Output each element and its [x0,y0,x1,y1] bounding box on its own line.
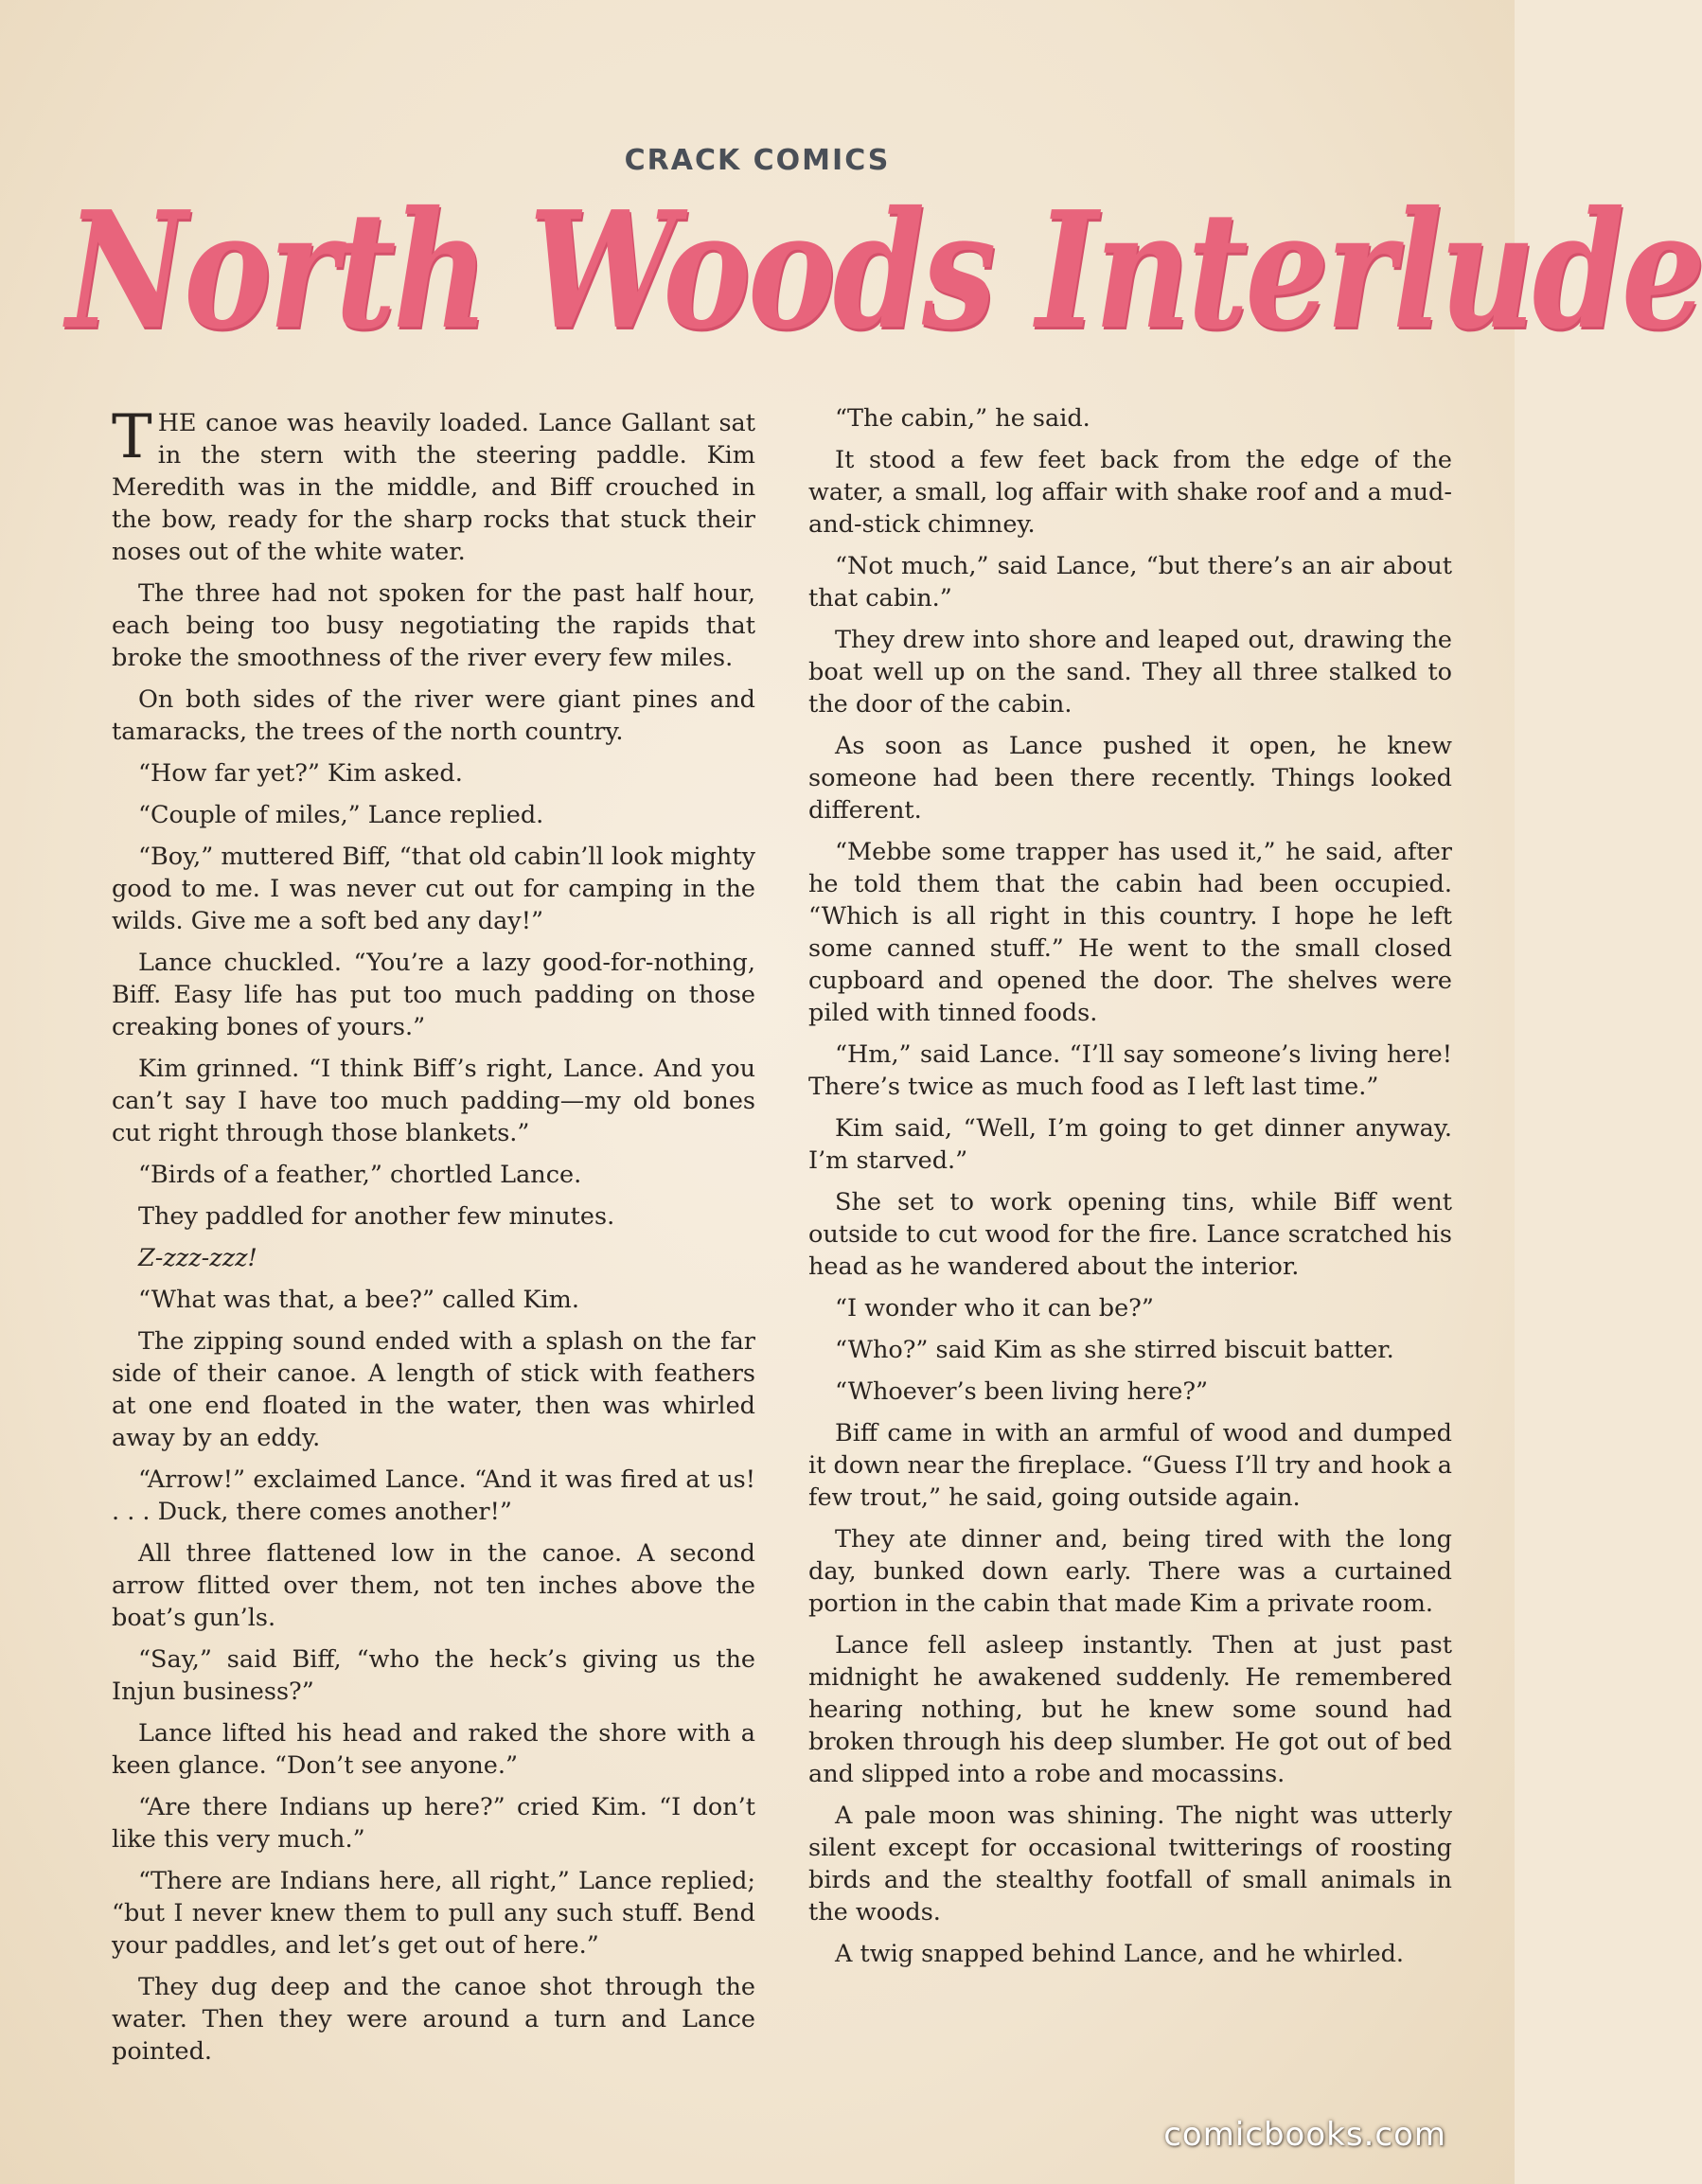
paragraph: Lance fell asleep instantly. Then at just past midnight he awakened suddenly. He remembered hearing nothing, but he knew some sound had broken through his deep slumber. He got out of bed and slipped into a robe and mocassins. [808,1631,1452,1788]
paragraph: Lance lifted his head and raked the shore with a keen glance. “Don’t see anyone.” [112,1719,755,1780]
paragraph: A twig snapped behind Lance, and he whirled. [835,1940,1404,1968]
paragraph: They dug deep and the canoe shot through the water. Then they were around a turn and Lance pointed. [112,1973,755,2066]
paragraph: “What was that, a bee?” called Kim. [138,1286,579,1314]
story-title: North Woods Interlude [66,176,1702,365]
paragraph: “Say,” said Biff, “who the heck’s giving us the Injun business?” [112,1645,755,1706]
paragraph: As soon as Lance pushed it open, he knew someone had been there recently. Things looked different. [808,732,1452,825]
paragraph: “Who?” said Kim as she stirred biscuit batter. [835,1336,1394,1364]
paragraph: “The cabin,” he said. [835,404,1090,433]
paragraph: Z-zzz-zzz! [138,1244,257,1272]
paragraph: “How far yet?” Kim asked. [138,759,463,788]
paragraph: They paddled for another few minutes. [138,1202,615,1231]
paragraph: “Whoever’s been living here?” [835,1377,1209,1406]
paragraph: On both sides of the river were giant pines and tamaracks, the trees of the north country. [112,685,755,746]
paragraph: “Birds of a feather,” chortled Lance. [138,1161,582,1189]
paragraph: All three flattened low in the canoe. A second arrow flitted over them, not ten inches above the boat’s gun’ls. [112,1539,755,1632]
paragraph: She set to work opening tins, while Biff went outside to cut wood for the fire. Lance scratched his head as he wandered about the interior. [808,1188,1452,1281]
text-column-left [112,402,755,2077]
paragraph: It stood a few feet back from the edge of the water, a small, log affair with shake roof and a mud-and-stick chimney. [808,446,1452,539]
paragraph: Kim said, “Well, I’m going to get dinner anyway. I’m starved.” [808,1114,1452,1175]
paragraph: “There are Indians here, all right,” Lance replied; “but I never knew them to pull any such stuff. Bend your paddles, and let’s get out of here.” [112,1867,755,1960]
paragraph: “Boy,” muttered Biff, “that old cabin’ll look mighty good to me. I was never cut out for camping in the wilds. Give me a soft bed any day!” [112,843,755,935]
text-column-right [808,402,1452,1980]
paragraph: They ate dinner and, being tired with the long day, bunked down early. There was a curtained portion in the cabin that made Kim a private room. [808,1525,1452,1618]
paragraph: “Arrow!” exclaimed Lance. “And it was fired at us! . . . Duck, there comes another!” [112,1465,755,1526]
paragraph: “Couple of miles,” Lance replied. [138,801,544,829]
paragraph: “Mebbe some trapper has used it,” he said, after he told them that the cabin had been occupied. “Which is all right in this country. I hope he left some canned stuff.” He went to the small closed cupboard and opened the door. The shelves were piled with tinned foods. [808,838,1452,1027]
paragraph: Lance chuckled. “You’re a lazy good-for-nothing, Biff. Easy life has put too much padding on those creaking bones of yours.” [112,949,755,1041]
paragraph: A pale moon was shining. The night was utterly silent except for occasional twitterings of roosting birds and the stealthy footfall of small animals in the woods. [808,1802,1452,1927]
paragraph: “Hm,” said Lance. “I’ll say someone’s living here! There’s twice as much food as I left last time.” [808,1040,1452,1101]
paragraph: “Not much,” said Lance, “but there’s an air about that cabin.” [808,552,1452,613]
publication-header: CRACK COMICS [624,144,891,177]
paragraph: THE canoe was heavily loaded. Lance Gallant sat in the stern with the steering paddle. Kim Meredith was in the middle, and Biff crouched in the bow, ready for the sharp rocks that stuck their noses out of the white water. [112,402,755,566]
site-watermark: comicbooks.com [1163,2116,1446,2154]
paragraph: They drew into shore and leaped out, drawing the boat well up on the sand. They all three stalked to the door of the cabin. [808,626,1452,719]
paragraph: Kim grinned. “I think Biff’s right, Lance. And you can’t say I have too much padding—my old bones cut right through those blankets.” [112,1055,755,1147]
paragraph: The zipping sound ended with a splash on the far side of their canoe. A length of stick with feathers at one end floated in the water, then was whirled away by an eddy. [112,1327,755,1452]
paragraph: Biff came in with an armful of wood and dumped it down near the fireplace. “Guess I’ll try and hook a few trout,” he said, going outside again. [808,1419,1452,1512]
paragraph: “I wonder who it can be?” [835,1294,1154,1323]
drop-cap: T [112,402,152,472]
paragraph: The three had not spoken for the past half hour, each being too busy negotiating the rapids that broke the smoothness of the river every few miles. [112,579,755,672]
paragraph: “Are there Indians up here?” cried Kim. “I don’t like this very much.” [112,1793,755,1854]
